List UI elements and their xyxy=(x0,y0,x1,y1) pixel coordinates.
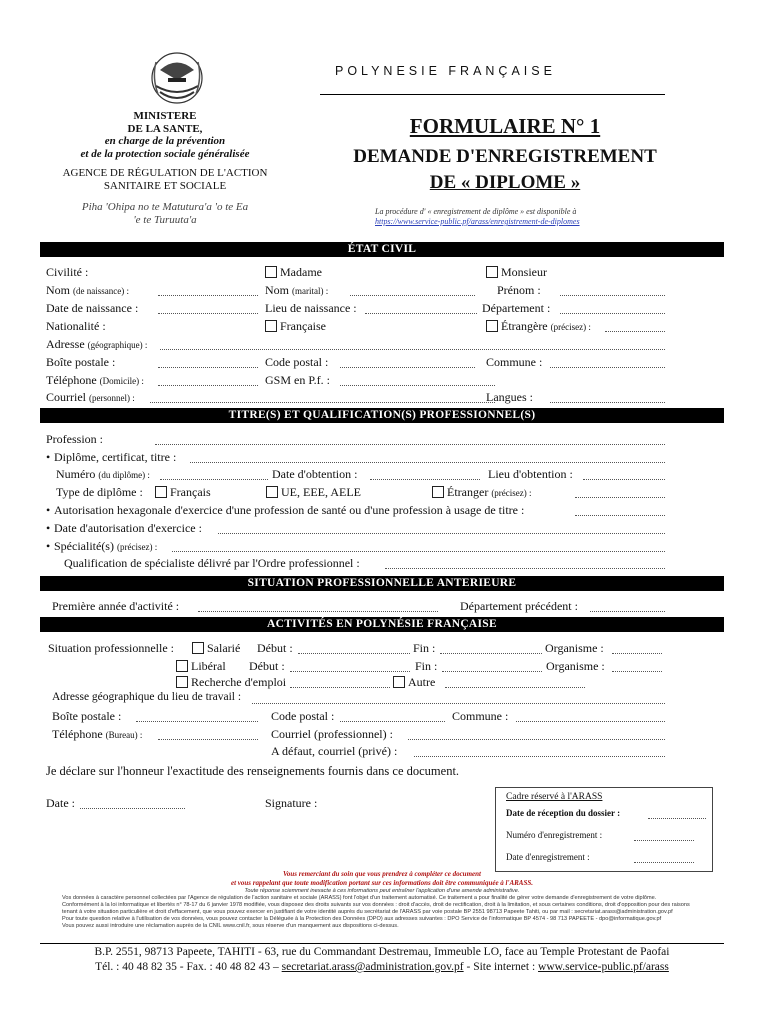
courriel-prive-field[interactable] xyxy=(414,747,665,757)
code-postal-pro-field[interactable] xyxy=(340,712,445,722)
salarie-debut-label: Début : xyxy=(257,641,293,655)
salarie-organisme-field[interactable] xyxy=(612,644,662,654)
salarie-label: Salarié xyxy=(207,641,241,655)
departement-field[interactable] xyxy=(560,304,665,314)
fine-print-1: Vos données à caractère personnel collectées par l'Agence de régulation de l'action sanitaire et sociale (ARASS) font l'objet d'un traitement automatisé. Ce traitement a pour finalité de gérer votre demande d'enregistrement de votre diplôme. xyxy=(62,895,657,901)
footer-address: B.P. 2551, 98713 Papeete, TAHITI - 63, rue du Commandant Destremau, Immeuble LO, face au Temple Protestant de Paofai xyxy=(94,946,670,958)
recherche-field[interactable] xyxy=(290,678,390,688)
date-naissance-label: Date de naissance : xyxy=(46,301,139,315)
diplome-label: • Diplôme, certificat, titre : xyxy=(54,450,176,465)
section-etat-civil: ÉTAT CIVIL xyxy=(40,242,724,257)
madame-label: Madame xyxy=(280,265,322,279)
footer-rule xyxy=(40,943,724,944)
madame-checkbox[interactable] xyxy=(265,266,277,278)
nationalite-label: Nationalité : xyxy=(46,319,106,333)
date-obtention-field[interactable] xyxy=(370,470,480,480)
courriel-prive-label: A défaut, courriel (privé) : xyxy=(271,744,398,758)
adresse-label: Adresse (géographique) : xyxy=(46,337,148,351)
courriel-pro-label: Courriel (professionnel) : xyxy=(271,727,393,741)
nom-naissance-label: Nom (de naissance) : xyxy=(46,283,129,297)
liberal-debut-label: Début : xyxy=(249,659,285,673)
nom-marital-field[interactable] xyxy=(350,286,475,296)
fine-print-3: Pour toute question relative à l'utilisation de vos données, vous pouvez contacter la Déléguée à la Protection des Données (DPO) aux adresses suivantes : DPO Service de l'informatique BP 4574 - 98 713 PAPEETE - dpo@informatique.gov.pf xyxy=(62,916,662,922)
agency-line2: SANITAIRE ET SOCIALE xyxy=(103,179,227,192)
profession-field[interactable] xyxy=(155,435,665,445)
fine-print-2: Conformément à la loi informatique et libertés n° 78-17 du 6 janvier 1978 modifiée, vous disposez des droits suivants sur vos données : droit d'accès, droit de rectification, droit à la limitation, et sous certaines conditions, droit d'opposition pour des raisons tenant à votre situation particulière et droit d'effacement, que vous pouvez exercer en justifiant de votre identité auprès du secrétariat de l'ARASS par voie postale BP 2551 98713 Papeete Tahiti, ou par mail : secretariat.arass@administration.gov.pf xyxy=(62,902,690,915)
liberal-fin-label: Fin : xyxy=(415,659,438,673)
section-anterieure: SITUATION PROFESSIONNELLE ANTERIEURE xyxy=(40,576,724,591)
liberal-label: Libéral xyxy=(191,659,226,673)
code-postal-pro-label: Code postal : xyxy=(271,709,335,723)
telephone-pro-field[interactable] xyxy=(158,730,258,740)
diplome-field[interactable] xyxy=(190,453,665,463)
type-ue-checkbox[interactable] xyxy=(266,486,278,498)
date-obtention-label: Date d'obtention : xyxy=(272,467,358,481)
specialites-label: • Spécialité(s) (précisez) : xyxy=(54,539,157,554)
langues-label: Langues : xyxy=(486,390,533,404)
prenom-field[interactable] xyxy=(560,286,665,296)
fine-print-4: Vous pouvez aussi introduire une réclamation auprès de la CNIL www.cnil.fr, sous réserve d'un manquement aux dispositions ci-dessus. xyxy=(62,923,399,929)
lieu-obtention-label: Lieu d'obtention : xyxy=(488,467,573,481)
salarie-debut-field[interactable] xyxy=(298,644,410,654)
courriel-field[interactable] xyxy=(150,393,495,403)
form-title: FORMULAIRE N° 1 xyxy=(409,114,601,138)
departement-precedent-field[interactable] xyxy=(590,602,665,612)
ministry-line4: et de la protection sociale généralisée xyxy=(80,147,250,160)
header-rule xyxy=(320,94,665,95)
boite-postale-pro-label: Boîte postale : xyxy=(52,709,122,723)
autre-field[interactable] xyxy=(445,678,585,688)
section-activites: ACTIVITÉS EN POLYNÉSIE FRANÇAISE xyxy=(40,617,724,632)
gsm-label: GSM en P.f. : xyxy=(265,373,331,387)
recherche-checkbox[interactable] xyxy=(176,676,188,688)
recherche-label: Recherche d'emploi xyxy=(191,675,287,689)
tahitian-line2: 'e te Turuuta'a xyxy=(133,213,197,226)
commune-pro-field[interactable] xyxy=(516,712,665,722)
liberal-organisme-label: Organisme : xyxy=(546,659,605,673)
liberal-organisme-field[interactable] xyxy=(612,662,662,672)
recherche-option[interactable] xyxy=(176,675,286,690)
numero-label: Numéro (du diplôme) : xyxy=(56,467,150,481)
arass-reserved-box xyxy=(495,787,713,872)
liberal-fin-field[interactable] xyxy=(442,662,542,672)
francaise-checkbox[interactable] xyxy=(265,320,277,332)
footer-contact xyxy=(40,961,724,973)
procedure-text: La procédure d' « enregistrement de diplôme » est disponible à xyxy=(375,207,577,216)
type-francais-label: Français xyxy=(170,485,211,499)
procedure-link[interactable]: https://www.service-public.pf/arass/enregistrement-de-diplomes xyxy=(375,217,580,226)
francaise-option[interactable] xyxy=(265,319,326,334)
ministry-line3: en charge de la prévention xyxy=(104,135,226,147)
date-label: Date : xyxy=(46,796,75,810)
salarie-organisme-label: Organisme : xyxy=(545,641,604,655)
footer-site-link[interactable]: www.service-public.pf/arass xyxy=(538,961,669,973)
type-francais-checkbox[interactable] xyxy=(155,486,167,498)
boite-postale-field[interactable] xyxy=(158,358,258,368)
liberal-debut-field[interactable] xyxy=(290,662,410,672)
qualification-label: Qualification de spécialiste délivré par l'Ordre professionnel : xyxy=(64,556,360,570)
commune-field[interactable] xyxy=(550,358,665,368)
footer-email-link[interactable]: secretariat.arass@administration.gov.pf xyxy=(281,961,464,973)
langues-field[interactable] xyxy=(550,393,665,403)
footer-tel: Tél. : 40 48 82 35 - Fax. : 40 48 82 43 – xyxy=(95,961,279,973)
type-ue-label: UE, EEE, AELE xyxy=(281,485,361,499)
madame-option[interactable] xyxy=(265,265,322,280)
form-subtitle-line1: DEMANDE D'ENREGISTREMENT xyxy=(353,146,657,167)
adresse-travail-field[interactable] xyxy=(252,694,665,704)
adresse-travail-label: Adresse géographique du lieu de travail : xyxy=(52,691,242,703)
footer-site-label: - Site internet : xyxy=(466,961,536,973)
type-etranger-label: Étranger xyxy=(447,485,489,499)
thanks-line1: Vous remerciant du soin que vous prendrez à compléter ce document xyxy=(283,870,481,878)
code-postal-field[interactable] xyxy=(340,358,475,368)
declaration-text: Je déclare sur l'honneur l'exactitude des renseignements fournis dans ce document. xyxy=(46,764,460,778)
specialites-field[interactable] xyxy=(172,542,665,552)
monsieur-checkbox[interactable] xyxy=(486,266,498,278)
date-autorisation-label: • Date d'autorisation d'exercice : xyxy=(54,521,202,536)
date-field[interactable] xyxy=(80,799,185,809)
cadre-date-field[interactable] xyxy=(634,854,694,863)
telephone-label: Téléphone (Domicile) : xyxy=(46,373,144,387)
salarie-fin-field[interactable] xyxy=(440,644,542,654)
date-naissance-field[interactable] xyxy=(158,304,258,314)
situation-label: Situation professionnelle : xyxy=(48,641,174,655)
type-etranger-field[interactable] xyxy=(575,488,665,498)
cadre-numero-field[interactable] xyxy=(634,832,694,841)
form-subtitle-line2: DE « DIPLOME » xyxy=(429,172,581,193)
type-etranger-checkbox[interactable] xyxy=(432,486,444,498)
departement-label: Département : xyxy=(482,301,551,315)
lieu-naissance-field[interactable] xyxy=(365,304,477,314)
numero-field[interactable] xyxy=(160,470,268,480)
ministry-line2: DE LA SANTE, xyxy=(127,122,203,135)
liberal-option[interactable] xyxy=(176,659,226,674)
signature-label: Signature : xyxy=(265,796,318,810)
type-etranger-option[interactable]: Étranger (précisez) : xyxy=(432,485,532,500)
agency-line1: AGENCE DE RÉGULATION DE L'ACTION xyxy=(62,167,268,179)
autre-label: Autre xyxy=(408,675,436,689)
departement-precedent-label: Département précédent : xyxy=(460,599,578,613)
prenom-label: Prénom : xyxy=(497,283,541,297)
cadre-numero-label: Numéro d'enregistrement : xyxy=(506,830,603,840)
lieu-obtention-field[interactable] xyxy=(583,470,665,480)
type-ue-option[interactable] xyxy=(266,485,361,500)
etrangere-label: Étrangère xyxy=(501,319,548,333)
date-autorisation-field[interactable] xyxy=(218,524,665,534)
nom-marital-label: Nom (marital) : xyxy=(265,283,329,297)
commune-pro-label: Commune : xyxy=(452,709,509,723)
cadre-date-label: Date d'enregistrement : xyxy=(506,852,590,862)
commune-label: Commune : xyxy=(486,355,543,369)
gsm-field[interactable] xyxy=(340,376,495,386)
autorisation-field[interactable] xyxy=(575,506,665,516)
etrangere-option[interactable]: Étrangère (précisez) : xyxy=(486,319,591,334)
government-emblem-icon xyxy=(146,50,208,110)
ministry-block xyxy=(40,110,290,226)
type-francais-option[interactable] xyxy=(155,485,211,500)
salarie-option[interactable] xyxy=(192,641,240,656)
civilite-label: Civilité : xyxy=(46,265,89,279)
qualification-field[interactable] xyxy=(385,559,665,569)
courriel-pro-field[interactable] xyxy=(408,730,665,740)
fine-print-0: Toute réponse sciemment inexacte à ces informations peut entraîner l'application d'une amende administrative. xyxy=(244,888,520,894)
telephone-pro-label: Téléphone (Bureau) : xyxy=(52,727,143,741)
premiere-annee-label: Première année d'activité : xyxy=(52,599,180,613)
cadre-title: Cadre réservé à l'ARASS xyxy=(506,792,603,802)
profession-label: Profession : xyxy=(46,432,103,446)
monsieur-label: Monsieur xyxy=(501,265,547,279)
courriel-label: Courriel (personnel) : xyxy=(46,390,135,404)
section-titres: TITRE(S) ET QUALIFICATION(S) PROFESSIONNEL(S) xyxy=(40,408,724,423)
ministry-line1: MINISTERE xyxy=(133,110,197,122)
monsieur-option[interactable] xyxy=(486,265,547,280)
salarie-fin-label: Fin : xyxy=(413,641,436,655)
lieu-naissance-label: Lieu de naissance : xyxy=(265,301,357,315)
autre-checkbox[interactable] xyxy=(393,676,405,688)
type-diplome-label: Type de diplôme : xyxy=(56,485,143,499)
premiere-annee-field[interactable] xyxy=(198,602,438,612)
fine-print xyxy=(62,888,702,930)
tahitian-line1: Piha 'Ohipa no te Matutura'a 'o te Ea xyxy=(81,201,249,213)
boite-postale-pro-field[interactable] xyxy=(136,712,258,722)
salarie-checkbox[interactable] xyxy=(192,642,204,654)
etrangere-checkbox[interactable] xyxy=(486,320,498,332)
autre-option[interactable] xyxy=(393,675,435,690)
cadre-reception-label: Date de réception du dossier : xyxy=(506,808,621,818)
cadre-reception-field[interactable] xyxy=(648,810,706,819)
nationalite-field[interactable] xyxy=(605,322,665,332)
adresse-field[interactable] xyxy=(160,340,665,350)
boite-postale-label: Boîte postale : xyxy=(46,355,116,369)
code-postal-label: Code postal : xyxy=(265,355,329,369)
francaise-label: Française xyxy=(280,319,326,333)
autorisation-label: • Autorisation hexagonale d'exercice d'une profession de santé ou d'une profession à usage de titre : xyxy=(54,503,524,518)
country-name: POLYNESIE FRANÇAISE xyxy=(335,64,556,78)
thanks-line2: et vous rappelant que toute modification portant sur ces informations doit être communiquée à l'ARASS. xyxy=(230,879,533,887)
telephone-field[interactable] xyxy=(158,376,258,386)
liberal-checkbox[interactable] xyxy=(176,660,188,672)
nom-naissance-field[interactable] xyxy=(158,286,258,296)
